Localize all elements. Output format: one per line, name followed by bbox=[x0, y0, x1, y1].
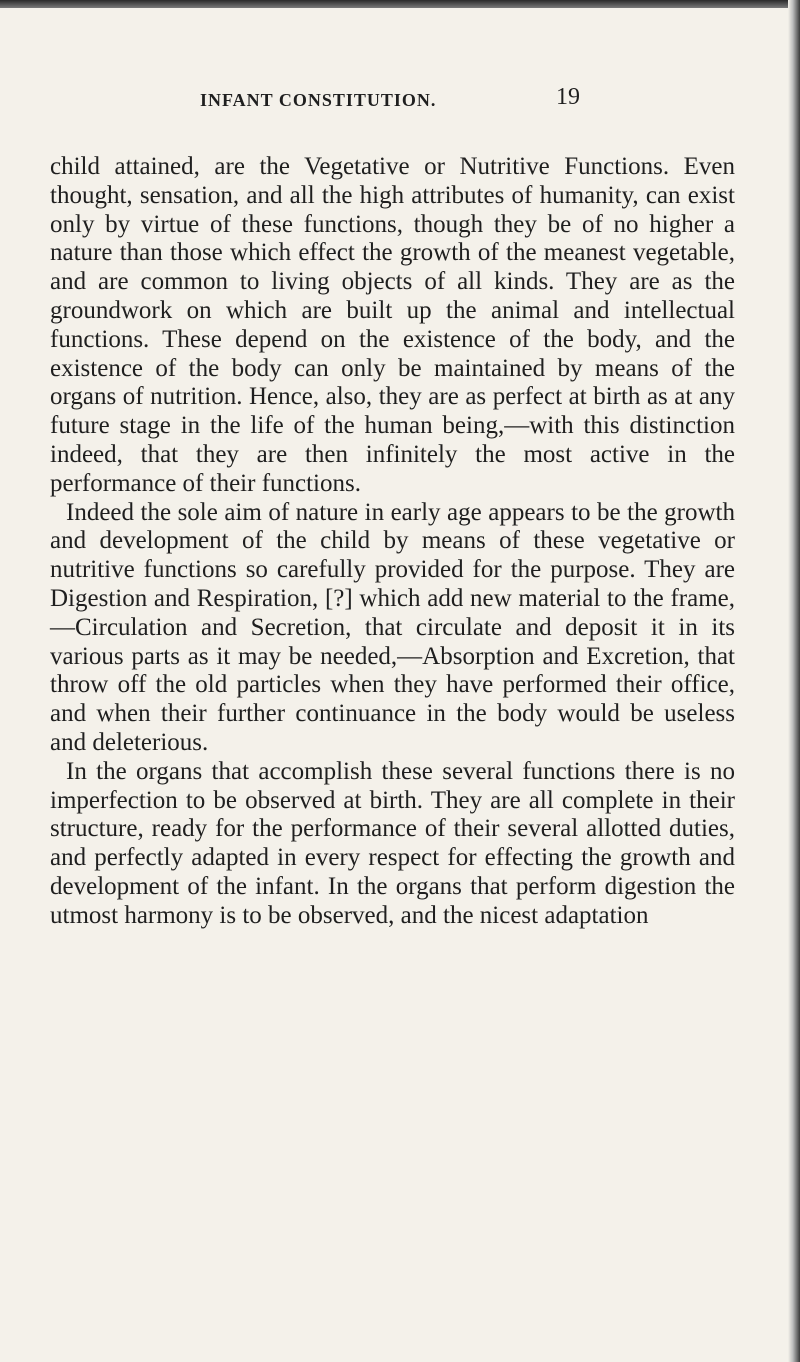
page-header bbox=[160, 84, 580, 118]
page-edge-shadow bbox=[788, 0, 800, 1362]
running-title: INFANT CONSTITUTION. bbox=[200, 90, 437, 110]
body-text bbox=[50, 153, 735, 931]
paragraph-3: In the organs that accomplish these several functions there is no imperfection to be observed at birth. They are all complete in their structure, ready for the performance of their several allotted duties, and perfectly adapted in every respect for effecting the growth and development of the infant. In the organs that perform digestion the utmost harmony is to be observed, and the nicest adaptation bbox=[50, 757, 735, 929]
top-border bbox=[0, 0, 800, 8]
paragraph-1: child attained, are the Vegetative or Nutritive Functions. Even thought, sensation, and all the high attributes of humanity, can exist only by virtue of these functions, though they be of no higher a nature than those which effect the growth of the meanest vegetable, and are common to living objects of all kinds. They are as the groundwork on which are built up the animal and intellectual functions. These depend on the existence of the body, and the existence of the body can only be maintained by means of the organs of nutrition. Hence, also, they are as perfect at birth as at any future stage in the life of the human being,—with this distinction indeed, that they are then infinitely the most active in the performance of their functions. bbox=[50, 153, 735, 497]
paragraph-2: Indeed the sole aim of nature in early age appears to be the growth and development of the child by means of these vegetative or nutritive functions so carefully provided for the purpose. They are Digestion and Respiration, [?] which add new material to the frame,—Circulation and Secretion, that circulate and deposit it in its various parts as it may be needed,—Absorption and Excretion, that throw off the old particles when they have performed their office, and when their further continuance in the body would be useless and deleterious. bbox=[50, 498, 735, 756]
page-number: 19 bbox=[556, 84, 580, 110]
